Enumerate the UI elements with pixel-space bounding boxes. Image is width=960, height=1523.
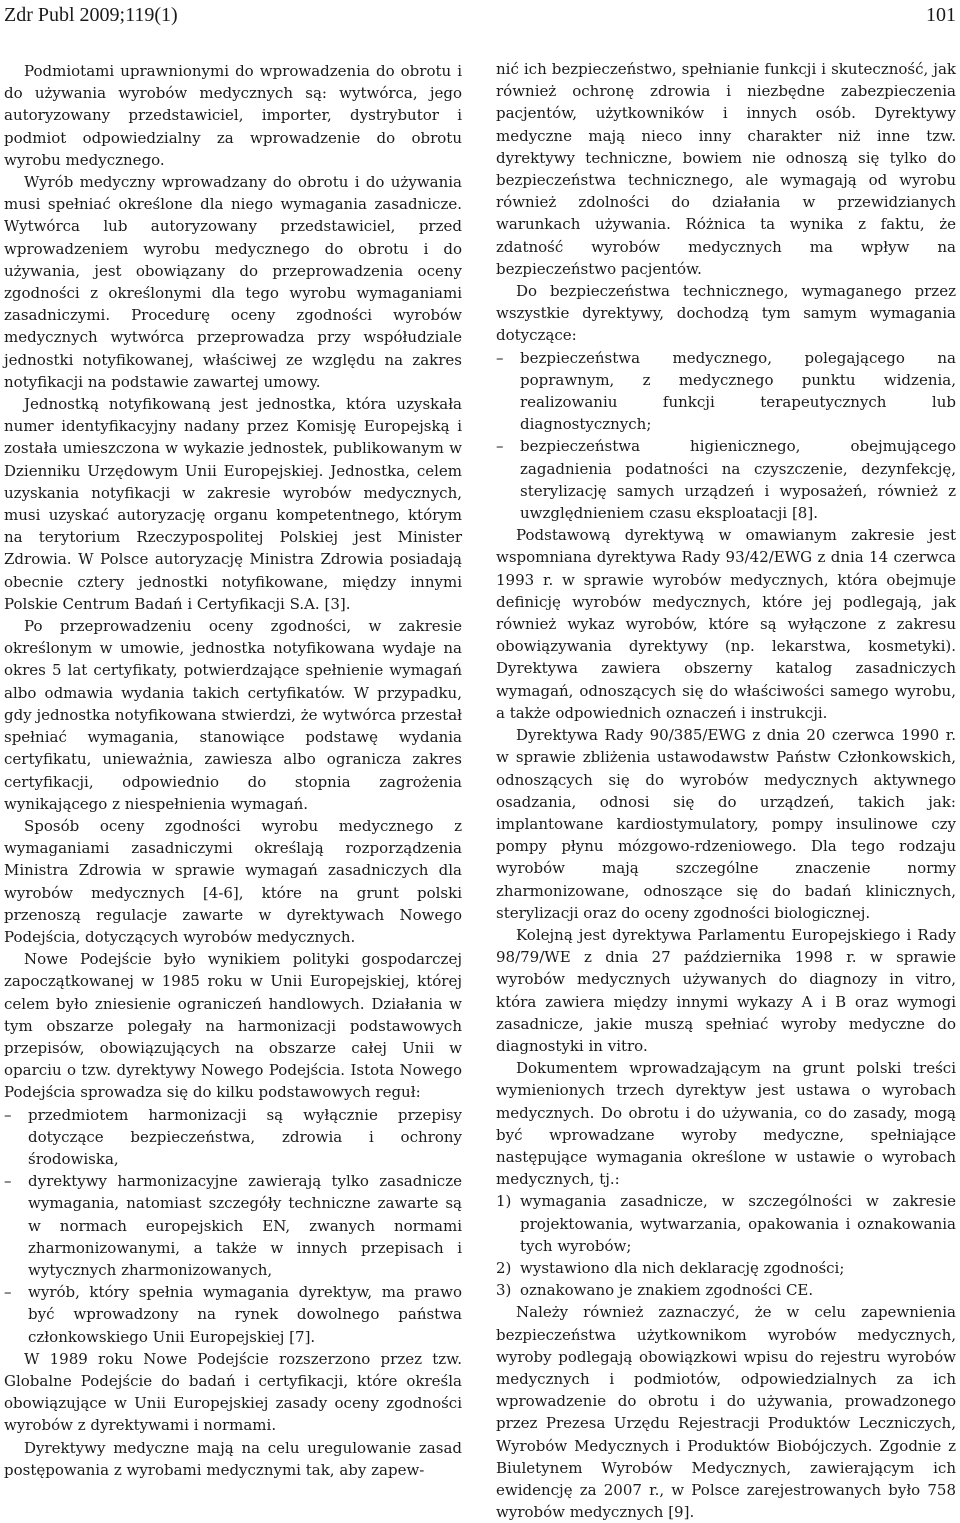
list-number: 2) [496,1258,512,1277]
paragraph: W 1989 roku Nowe Podejście rozszerzono przez tzw. Globalne Podejście do badań i certyfikacji, które określa obowiązujące w Unii Europejskiej zasady oceny zgodności wyrobów z dyrektywami i normami. [4,1349,462,1435]
paragraph: Dokumentem wprowadzającym na grunt polski treści wymienionych trzech dyrektyw jest ustawa o wyrobach medycznych. Do obrotu i do używania, co do zasady, mogą być wprowadzane wyroby medyczne, spełniające następujące wymagania określone w ustawie o wyrobach medycznych, tj.: [496,1059,956,1189]
paragraph: Jednostką notyfikowaną jest jednostka, która uzyskała numer identyfikacyjny nadany przez Komisję Europejską i została umieszczona w wykazie jednostek, publikowanym w Dzienniku Urzędowym Unii Europejskiej. Jednostka, celem uzyskania notyfikacji w zakresie wyrobów medycznych, musi uzyskać autoryzację organu kompetentnego, którym na terytorium Rzeczypospolitej Polskiej jest Minister Zdrowia. W Polsce autoryzację Ministra Zdrowia posiadają obecnie cztery jednostki notyfikowane, między innymi Polskie Centrum Badań i Certyfikacji S.A. [3]. [4,395,462,613]
paragraph: Dyrektywy medyczne mają na celu uregulowanie zasad postępowania z wyrobami medycznymi tak, aby zapew- [4,1438,462,1479]
list-text: wystawiono dla nich deklarację zgodności; [520,1258,845,1277]
paragraph: Wyrób medyczny wprowadzany do obrotu i do używania musi spełniać określone dla niego wymagania zasadnicze. Wytwórca lub autoryzowany przedstawiciel, przed wprowadzeniem wyrobu medycznego do obrotu i do używania, jest obowiązany do przeprowadzenia oceny zgodności z określonymi dla tego wyrobu wymaganiami zasadniczymi. Procedurę oceny zgodności wyrobów medycznych wytwórca przeprowadza przy współudziale jednostki notyfikowanej, właściwej ze względu na zakres notyfikacji na podstawie zawartej umowy. [4,173,462,391]
list-item: – bezpieczeństwa medycznego, polegającego na poprawnym, z medycznego punktu widzenia, realizowaniu funkcji terapeutycznych lub diagnostycznych; [496,347,956,436]
list-number: 3) [496,1281,512,1300]
paragraph: Podmiotami uprawnionymi do wprowadzenia do obrotu i do używania wyrobów medycznych są: wytwórca, jego autoryzowany przedstawiciel, importer, dystrybutor i podmiot odpowiedzialny za wprowadzenie do obrotu wyrobu medycznego. [4,62,462,169]
paragraph: Po przeprowadzeniu oceny zgodności, w zakresie określonym w umowie, jednostka notyfikowana wydaje na okres 5 lat certyfikaty, potwierdzające spełnienie wymagań albo odmawia wydania takich certyfikatów. W przypadku, gdy jednostka notyfikowana stwierdzi, że wytwórca przestał spełniać wymagania, stanowiące podstawę wydania certyfikatu, unieważnia, zawiesza albo ogranicza zakres certyfikacji, odpowiednio do stopnia zagrożenia wynikającego z niespełnienia wymagań. [4,617,462,813]
list-item [496,1279,956,1301]
page-header [4,2,956,30]
paragraph: Podstawową dyrektywą w omawianym zakresie jest wspomniana dyrektywa Rady 93/42/EWG z dnia 14 czerwca 1993 r. w sprawie wyrobów medycznych, która obejmuje definicję wyrobów medycznych, które jej podlegają, jak również wykaz wyrobów, które są wyłączone z zakresu obowiązywania dyrektywy (np. lekarstwa, kosmetyki). Dyrektywa zawiera obszerny katalog zasadniczych wymagań, odnoszących się do właściwości samego wyrobu, a także odpowiednich oznaczeń i instrukcji. [496,526,956,722]
list-item: – przedmiotem harmonizacji są wyłącznie przepisy dotyczące bezpieczeństwa, zdrowia i ochrony środowiska, [4,1104,462,1171]
list-item: – dyrektywy harmonizacyjne zawierają tylko zasadnicze wymagania, natomiast szczegóły techniczne zawarte są w normach europejskich EN, zwanych normami zharmonizowanymi, a także w innych przepisach i wytycznych zharmonizowanych, [4,1170,462,1281]
paragraph: nić ich bezpieczeństwo, spełnianie funkcji i skuteczność, jak również ochronę zdrowia i niezbędne zabezpieczenia pacjentów, użytkowników i innych osób. Dyrektywy medyczne mają nieco inny charakter niż inne tzw. dyrektywy techniczne, bowiem nie odnoszą się tylko do bezpieczeństwa technicznego, ale wymagają od wyrobu również zdolności do działania w przewidzianych warunkach używania. Różnica ta wynika z faktu, że zdatność wyrobów medycznych ma wpływ na bezpieczeństwo pacjentów. [496,60,956,278]
paragraph: Należy również zaznaczyć, że w celu zapewnienia bezpieczeństwa użytkownikom wyrobów medycznych, wyroby podlegają obowiązkowi wpisu do rejestru wyrobów medycznych i podmiotów, odpowiedzialnych za ich wprowadzenie do obrotu i do używania, prowadzonego przez Prezesa Urzędu Rejestracji Produktów Leczniczych, Wyrobów Medycznych i Produktów Biobójczych. Zgodnie z Biuletynem Wyrobów Medycznych, zawierającym ich ewidencję za 2007 r., w Polsce zarejestrowanych było 758 wyrobów medycznych [9]. [496,1303,956,1522]
paragraph: Do bezpieczeństwa technicznego, wymaganego przez wszystkie dyrektywy, dochodzą tym samym wymagania dotyczące: [496,282,956,345]
right-column [496,58,956,1523]
paragraph: Sposób oceny zgodności wyrobu medycznego z wymaganiami zasadniczymi określają rozporządzenia Ministra Zdrowia w sprawie wymagań zasadniczych dla wyrobów medycznych [4-6], które na grunt polski przenoszą regulacje zawarte w dyrektywach Nowego Podejścia, dotyczących wyrobów medycznych. [4,816,462,946]
list-text: wymagania zasadnicze, w szczególności w zakresie projektowania, wytwarzania, opakowania i oznakowania tych wyrobów; [520,1192,956,1255]
journal-citation: Zdr Publ 2009;119(1) [4,4,178,26]
paragraph: Dyrektywa Rady 90/385/EWG z dnia 20 czerwca 1990 r. w sprawie zbliżenia ustawodawstw Państw Członkowskich, odnoszących się do wyrobów medycznych aktywnego osadzania, odnosi się do urządzeń, takich jak: implantowane kardiostymulatory, pompy insulinowe czy pompy płynu mózgowo-rdzeniowego. Dla tego rodzaju wyrobów mają szczególne znaczenie normy zharmonizowane, odnoszące się do badań klinicznych, sterylizacji oraz do oceny zgodności biologicznej. [496,726,956,922]
left-column [4,60,462,1481]
list-text: oznakowano je znakiem zgodności CE. [520,1281,814,1300]
numbered-list [496,1190,956,1301]
page-number: 101 [926,4,956,26]
list-number: 1) [496,1192,512,1211]
list-item: – wyrób, który spełnia wymagania dyrektyw, ma prawo być wprowadzony na rynek dowolnego państwa członkowskiego Unii Europejskiej [7]. [4,1281,462,1348]
list-item [496,1190,956,1257]
rules-list [4,1104,462,1348]
list-item: – bezpieczeństwa higienicznego, obejmującego zagadnienia podatności na czyszczenie, dezynfekcję, sterylizację samych urządzeń i wyposażeń, również z uwzględnieniem czasu eksploatacji [8]. [496,435,956,524]
paragraph: Nowe Podejście było wynikiem polityki gospodarczej zapoczątkowanej w 1985 roku w Unii Europejskiej, której celem było zniesienie ograniczeń handlowych. Działania w tym obszarze polegały na harmonizacji podstawowych przepisów, obowiązujących na obszarze całej Unii w oparciu o tzw. dyrektywy Nowego Podejścia. Istota Nowego Podejścia sprowadza się do kilku podstawowych reguł: [4,950,462,1102]
requirements-list [496,347,956,525]
list-item [496,1257,956,1279]
paragraph: Kolejną jest dyrektywa Parlamentu Europejskiego i Rady 98/79/WE z dnia 27 października 1998 r. w sprawie wyrobów medycznych używanych do diagnozy in vitro, która zawiera między innymi wykazy A i B oraz wymogi zasadnicze, jakie muszą spełniać wyroby medyczne do diagnostyki in vitro. [496,925,956,1055]
